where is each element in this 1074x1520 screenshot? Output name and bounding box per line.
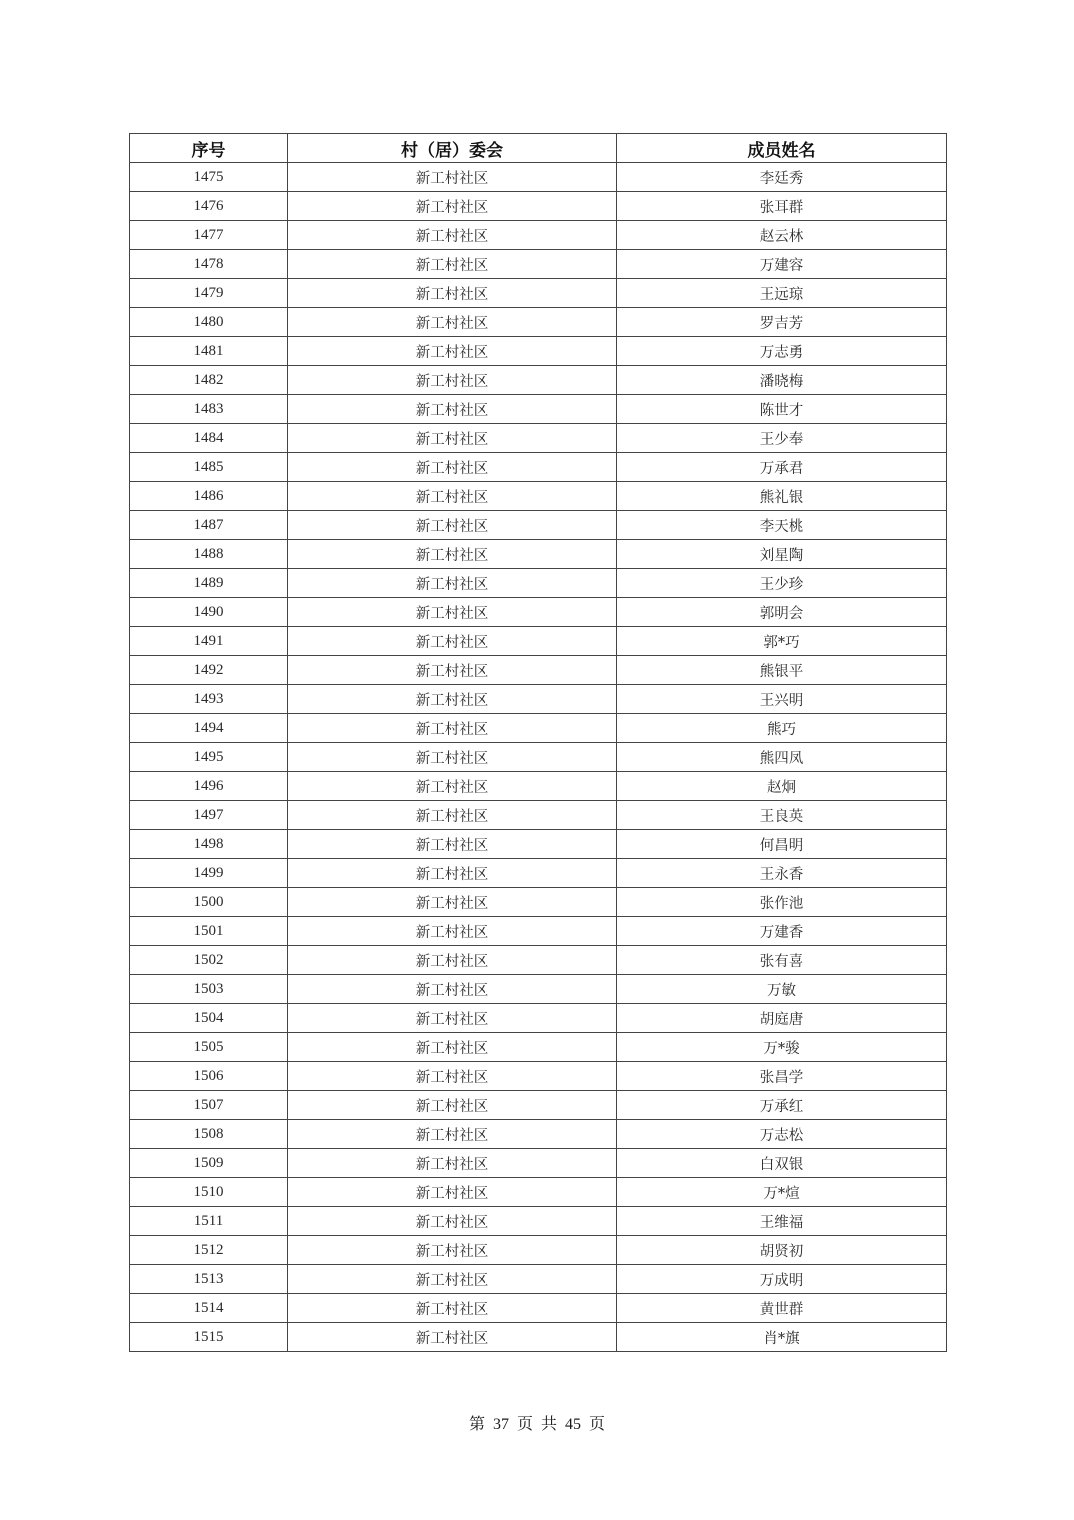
table-row bbox=[130, 569, 947, 598]
cell-village: 新工村社区 bbox=[288, 1062, 617, 1091]
cell-village: 新工村社区 bbox=[288, 250, 617, 279]
table-row bbox=[130, 1062, 947, 1091]
cell-member-name: 肖*旗 bbox=[617, 1323, 947, 1352]
table-row bbox=[130, 395, 947, 424]
cell-member-name: 潘晓梅 bbox=[617, 366, 947, 395]
cell-member-name: 赵炯 bbox=[617, 772, 947, 801]
cell-member-name: 胡庭唐 bbox=[617, 1004, 947, 1033]
table-row bbox=[130, 250, 947, 279]
cell-member-name: 熊银平 bbox=[617, 656, 947, 685]
cell-seq: 1478 bbox=[130, 250, 288, 279]
cell-village: 新工村社区 bbox=[288, 1178, 617, 1207]
cell-member-name: 王少珍 bbox=[617, 569, 947, 598]
cell-village: 新工村社区 bbox=[288, 221, 617, 250]
cell-member-name: 熊巧 bbox=[617, 714, 947, 743]
table-row bbox=[130, 163, 947, 192]
table-row bbox=[130, 946, 947, 975]
cell-member-name: 张昌学 bbox=[617, 1062, 947, 1091]
table-row bbox=[130, 772, 947, 801]
cell-village: 新工村社区 bbox=[288, 917, 617, 946]
cell-village: 新工村社区 bbox=[288, 714, 617, 743]
cell-member-name: 王兴明 bbox=[617, 685, 947, 714]
cell-village: 新工村社区 bbox=[288, 279, 617, 308]
table-row bbox=[130, 975, 947, 1004]
cell-village: 新工村社区 bbox=[288, 453, 617, 482]
table-row bbox=[130, 366, 947, 395]
table-row bbox=[130, 1091, 947, 1120]
cell-village: 新工村社区 bbox=[288, 1323, 617, 1352]
cell-member-name: 万承红 bbox=[617, 1091, 947, 1120]
cell-seq: 1492 bbox=[130, 656, 288, 685]
table-row bbox=[130, 540, 947, 569]
page-footer: 第 37 页 共 45 页 bbox=[468, 1416, 605, 1433]
cell-member-name: 熊四凤 bbox=[617, 743, 947, 772]
cell-seq: 1479 bbox=[130, 279, 288, 308]
table-body bbox=[130, 163, 947, 1352]
cell-seq: 1499 bbox=[130, 859, 288, 888]
table-row bbox=[130, 192, 947, 221]
cell-village: 新工村社区 bbox=[288, 627, 617, 656]
cell-member-name: 李天桃 bbox=[617, 511, 947, 540]
cell-village: 新工村社区 bbox=[288, 685, 617, 714]
table-row bbox=[130, 801, 947, 830]
cell-member-name: 张作池 bbox=[617, 888, 947, 917]
cell-village: 新工村社区 bbox=[288, 1236, 617, 1265]
cell-seq: 1510 bbox=[130, 1178, 288, 1207]
cell-member-name: 刘星陶 bbox=[617, 540, 947, 569]
table-row bbox=[130, 917, 947, 946]
cell-village: 新工村社区 bbox=[288, 337, 617, 366]
cell-seq: 1496 bbox=[130, 772, 288, 801]
table-row bbox=[130, 1236, 947, 1265]
cell-seq: 1495 bbox=[130, 743, 288, 772]
table-row bbox=[130, 1294, 947, 1323]
cell-member-name: 郭明会 bbox=[617, 598, 947, 627]
table-row bbox=[130, 424, 947, 453]
cell-seq: 1484 bbox=[130, 424, 288, 453]
cell-member-name: 万*煊 bbox=[617, 1178, 947, 1207]
cell-member-name: 万承君 bbox=[617, 453, 947, 482]
cell-member-name: 胡贤初 bbox=[617, 1236, 947, 1265]
cell-village: 新工村社区 bbox=[288, 1265, 617, 1294]
cell-village: 新工村社区 bbox=[288, 192, 617, 221]
table-row bbox=[130, 279, 947, 308]
cell-member-name: 张耳群 bbox=[617, 192, 947, 221]
cell-member-name: 万志勇 bbox=[617, 337, 947, 366]
member-table bbox=[129, 133, 947, 1352]
cell-seq: 1515 bbox=[130, 1323, 288, 1352]
cell-village: 新工村社区 bbox=[288, 482, 617, 511]
cell-seq: 1509 bbox=[130, 1149, 288, 1178]
cell-member-name: 李廷秀 bbox=[617, 163, 947, 192]
cell-village: 新工村社区 bbox=[288, 801, 617, 830]
cell-seq: 1482 bbox=[130, 366, 288, 395]
table-row bbox=[130, 1207, 947, 1236]
cell-village: 新工村社区 bbox=[288, 163, 617, 192]
table-row bbox=[130, 714, 947, 743]
cell-village: 新工村社区 bbox=[288, 1294, 617, 1323]
cell-village: 新工村社区 bbox=[288, 1091, 617, 1120]
table-row bbox=[130, 1004, 947, 1033]
header-seq: 序号 bbox=[130, 134, 288, 163]
cell-village: 新工村社区 bbox=[288, 656, 617, 685]
cell-seq: 1504 bbox=[130, 1004, 288, 1033]
cell-village: 新工村社区 bbox=[288, 772, 617, 801]
cell-seq: 1480 bbox=[130, 308, 288, 337]
cell-seq: 1486 bbox=[130, 482, 288, 511]
header-member-name: 成员姓名 bbox=[617, 134, 947, 163]
cell-member-name: 白双银 bbox=[617, 1149, 947, 1178]
table-row bbox=[130, 743, 947, 772]
table-row bbox=[130, 1178, 947, 1207]
cell-member-name: 赵云林 bbox=[617, 221, 947, 250]
cell-village: 新工村社区 bbox=[288, 975, 617, 1004]
cell-seq: 1511 bbox=[130, 1207, 288, 1236]
cell-village: 新工村社区 bbox=[288, 1120, 617, 1149]
cell-seq: 1489 bbox=[130, 569, 288, 598]
table-row bbox=[130, 1120, 947, 1149]
cell-member-name: 万建容 bbox=[617, 250, 947, 279]
cell-village: 新工村社区 bbox=[288, 946, 617, 975]
cell-member-name: 罗吉芳 bbox=[617, 308, 947, 337]
cell-seq: 1477 bbox=[130, 221, 288, 250]
cell-seq: 1498 bbox=[130, 830, 288, 859]
cell-village: 新工村社区 bbox=[288, 569, 617, 598]
cell-seq: 1481 bbox=[130, 337, 288, 366]
cell-village: 新工村社区 bbox=[288, 1207, 617, 1236]
cell-seq: 1508 bbox=[130, 1120, 288, 1149]
cell-seq: 1497 bbox=[130, 801, 288, 830]
table-header bbox=[130, 134, 947, 163]
cell-member-name: 王维福 bbox=[617, 1207, 947, 1236]
cell-village: 新工村社区 bbox=[288, 1004, 617, 1033]
cell-seq: 1475 bbox=[130, 163, 288, 192]
cell-village: 新工村社区 bbox=[288, 308, 617, 337]
table-row bbox=[130, 859, 947, 888]
cell-seq: 1502 bbox=[130, 946, 288, 975]
header-village: 村（居）委会 bbox=[288, 134, 617, 163]
cell-seq: 1500 bbox=[130, 888, 288, 917]
cell-member-name: 王远琼 bbox=[617, 279, 947, 308]
cell-seq: 1514 bbox=[130, 1294, 288, 1323]
header-row bbox=[130, 134, 947, 163]
cell-member-name: 王良英 bbox=[617, 801, 947, 830]
cell-seq: 1487 bbox=[130, 511, 288, 540]
cell-member-name: 万志松 bbox=[617, 1120, 947, 1149]
cell-village: 新工村社区 bbox=[288, 888, 617, 917]
cell-village: 新工村社区 bbox=[288, 1033, 617, 1062]
cell-village: 新工村社区 bbox=[288, 830, 617, 859]
table-row bbox=[130, 830, 947, 859]
cell-seq: 1505 bbox=[130, 1033, 288, 1062]
cell-seq: 1485 bbox=[130, 453, 288, 482]
cell-village: 新工村社区 bbox=[288, 395, 617, 424]
table-row bbox=[130, 221, 947, 250]
cell-seq: 1493 bbox=[130, 685, 288, 714]
table-row bbox=[130, 1149, 947, 1178]
cell-seq: 1476 bbox=[130, 192, 288, 221]
cell-village: 新工村社区 bbox=[288, 859, 617, 888]
cell-village: 新工村社区 bbox=[288, 743, 617, 772]
cell-seq: 1506 bbox=[130, 1062, 288, 1091]
cell-seq: 1491 bbox=[130, 627, 288, 656]
table-row bbox=[130, 308, 947, 337]
cell-seq: 1501 bbox=[130, 917, 288, 946]
cell-member-name: 万建香 bbox=[617, 917, 947, 946]
table-row bbox=[130, 482, 947, 511]
cell-member-name: 何昌明 bbox=[617, 830, 947, 859]
cell-member-name: 郭*巧 bbox=[617, 627, 947, 656]
table-row bbox=[130, 337, 947, 366]
cell-seq: 1490 bbox=[130, 598, 288, 627]
table-row bbox=[130, 627, 947, 656]
cell-member-name: 张有喜 bbox=[617, 946, 947, 975]
cell-member-name: 万成明 bbox=[617, 1265, 947, 1294]
cell-village: 新工村社区 bbox=[288, 598, 617, 627]
cell-seq: 1507 bbox=[130, 1091, 288, 1120]
cell-seq: 1488 bbox=[130, 540, 288, 569]
table-row bbox=[130, 1033, 947, 1062]
cell-village: 新工村社区 bbox=[288, 540, 617, 569]
cell-member-name: 陈世才 bbox=[617, 395, 947, 424]
cell-member-name: 万*骏 bbox=[617, 1033, 947, 1062]
table-row bbox=[130, 656, 947, 685]
cell-member-name: 万敏 bbox=[617, 975, 947, 1004]
cell-seq: 1512 bbox=[130, 1236, 288, 1265]
cell-member-name: 王永香 bbox=[617, 859, 947, 888]
cell-member-name: 黄世群 bbox=[617, 1294, 947, 1323]
cell-member-name: 熊礼银 bbox=[617, 482, 947, 511]
cell-village: 新工村社区 bbox=[288, 424, 617, 453]
table-row bbox=[130, 598, 947, 627]
table-row bbox=[130, 511, 947, 540]
cell-village: 新工村社区 bbox=[288, 366, 617, 395]
cell-seq: 1483 bbox=[130, 395, 288, 424]
cell-seq: 1494 bbox=[130, 714, 288, 743]
table-row bbox=[130, 888, 947, 917]
table-row bbox=[130, 453, 947, 482]
table-row bbox=[130, 1323, 947, 1352]
table-row bbox=[130, 685, 947, 714]
cell-village: 新工村社区 bbox=[288, 511, 617, 540]
cell-village: 新工村社区 bbox=[288, 1149, 617, 1178]
table-row bbox=[130, 1265, 947, 1294]
cell-seq: 1513 bbox=[130, 1265, 288, 1294]
cell-seq: 1503 bbox=[130, 975, 288, 1004]
cell-member-name: 王少奉 bbox=[617, 424, 947, 453]
